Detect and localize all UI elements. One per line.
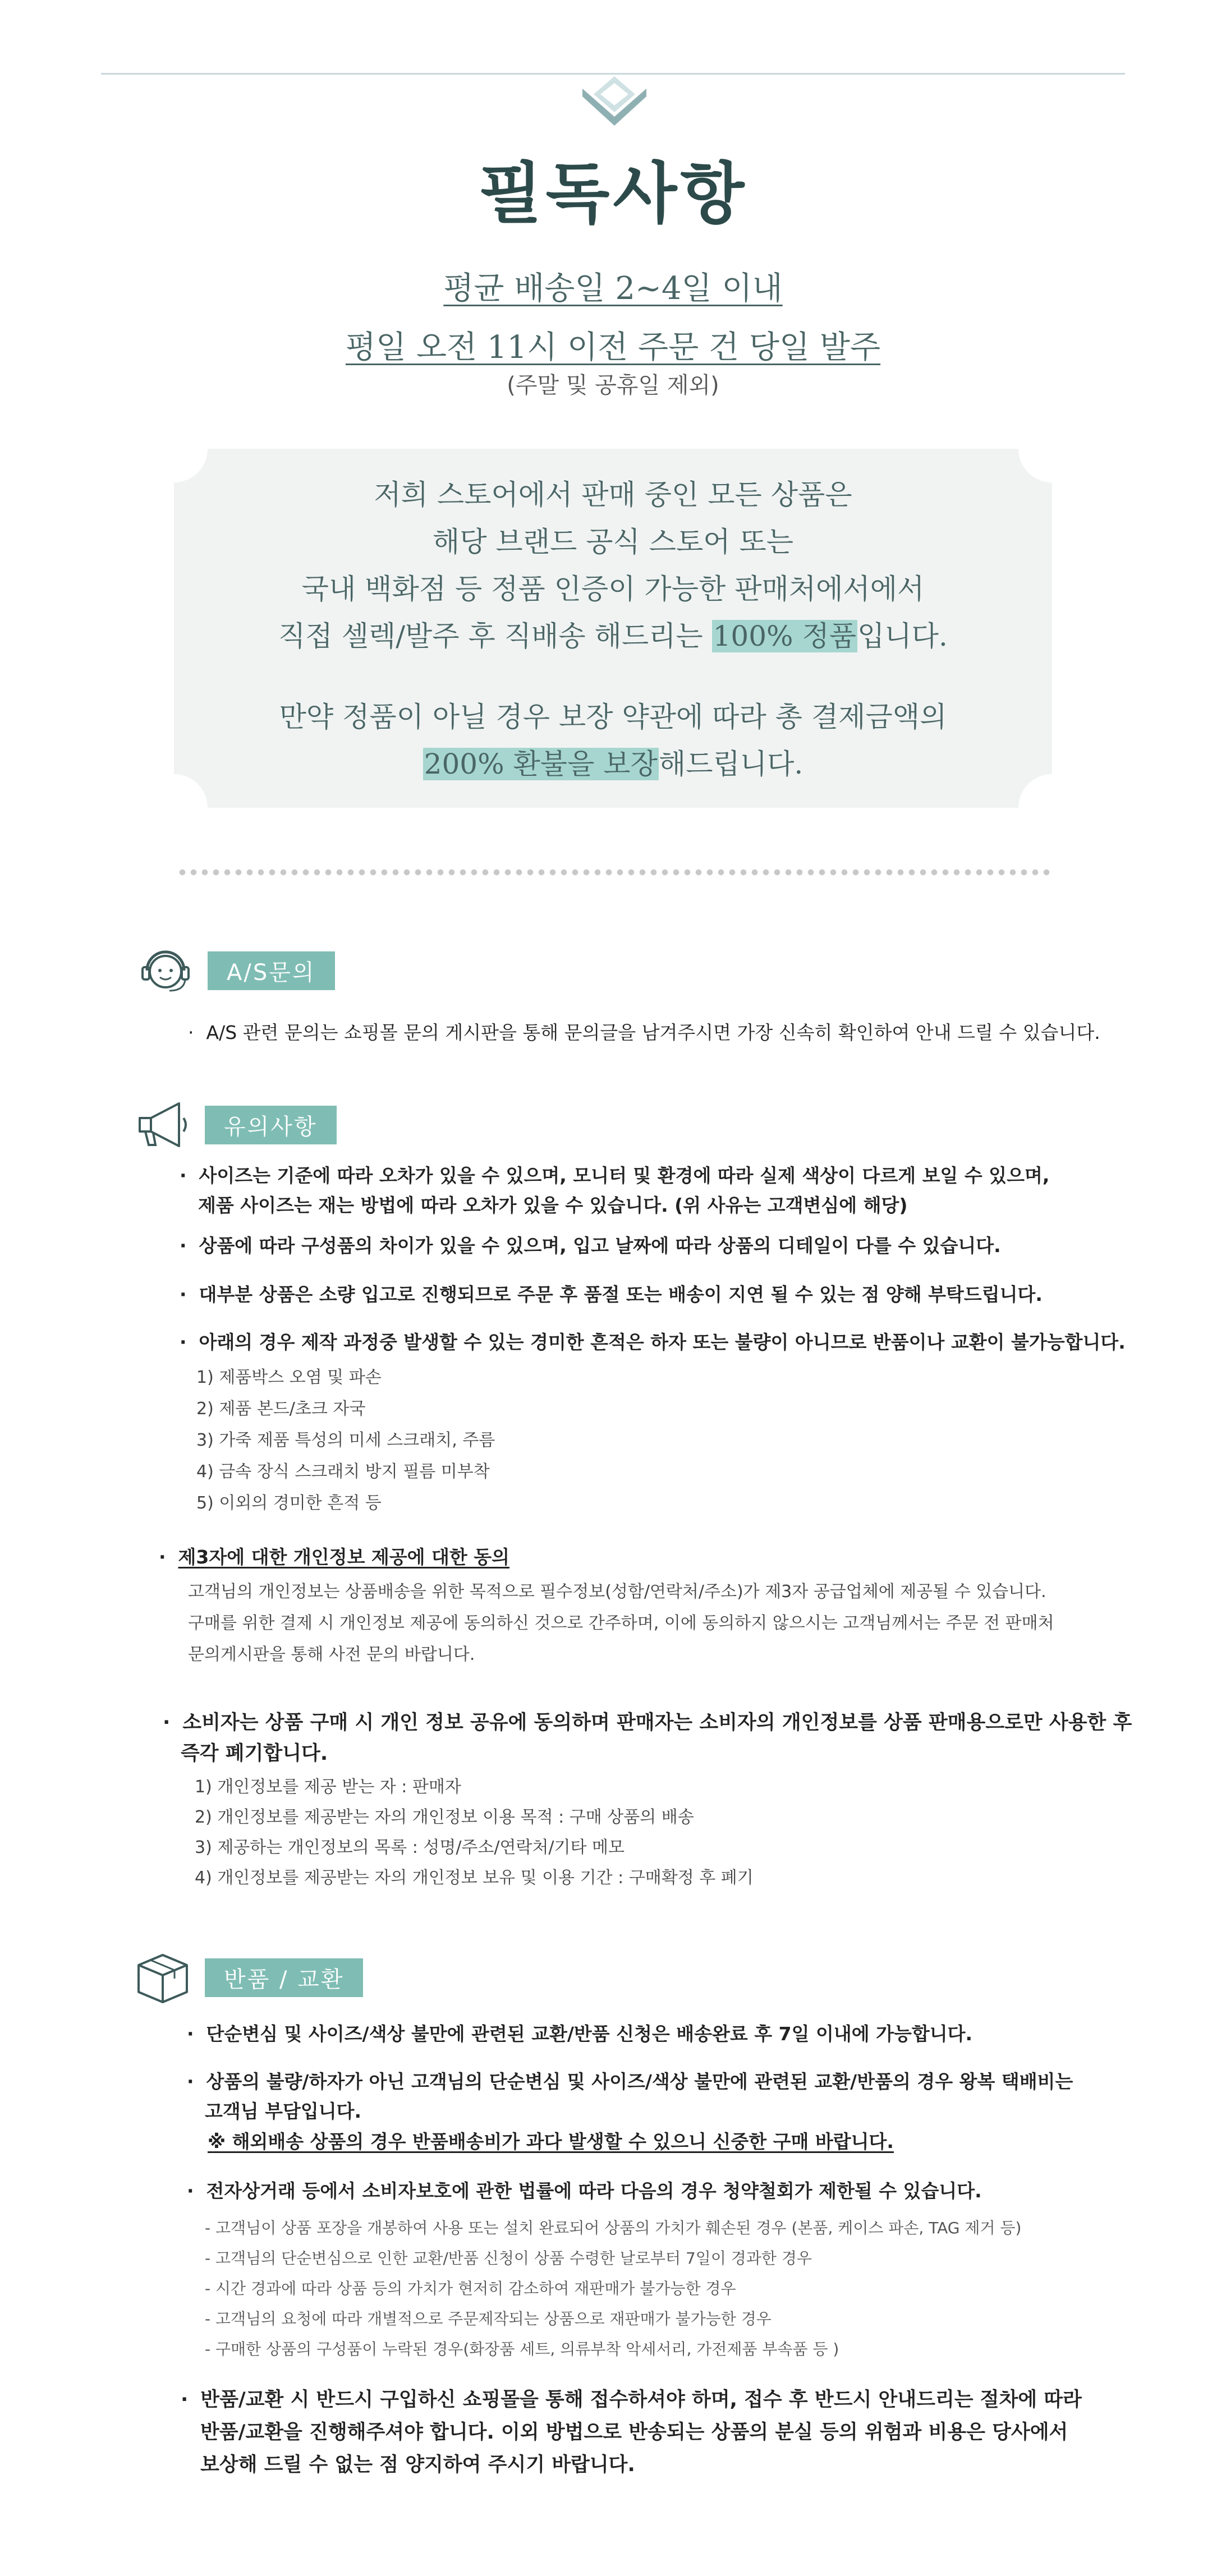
notice-line-4: 직접 셀렉/발주 후 직배송 해드리는 100% 정품입니다. [278, 620, 948, 652]
refund-highlight: 200% 환불을 보장 [424, 748, 658, 780]
caution-item-3: · 대부분 상품은 소량 입고로 진행되므로 주문 후 품절 또는 배송이 지연 될 수 있는 점 양해 부탁드립니다. [180, 1284, 1043, 1305]
notice-line-2: 해당 브랜드 공식 스토어 또는 [432, 526, 794, 558]
shipping-days: 평균 배송일 2~4일 이내 [443, 270, 783, 307]
headset-icon [135, 942, 196, 999]
caution-subitem: 1) 제품박스 오염 및 파손 [196, 1368, 382, 1387]
privacy-sharing-item-cont: 즉각 폐기합니다. [181, 1742, 328, 1765]
caution-subitem: 5) 이외의 경미한 흔적 등 [196, 1493, 382, 1513]
returns-section-header [132, 1949, 363, 2005]
returns-item-2-cont: 고객님 부담입니다. [205, 2100, 362, 2122]
privacy-subitem: 3) 제공하는 개인정보의 목록 : 성명/주소/연락처/기타 메모 [195, 1838, 625, 1857]
notice-line-5: 만약 정품이 아닐 경우 보장 약관에 따라 총 결제금액의 [279, 701, 947, 733]
withdrawal-limit-item: - 시간 경과에 따라 상품 등의 가치가 현저히 감소하여 재판매가 불가능한 경우 [205, 2279, 736, 2298]
third-party-consent-text: 고객님의 개인정보는 상품배송을 위한 목적으로 필수정보(성함/연락처/주소)가 제3자 공급업체에 제공될 수 있습니다. [188, 1582, 1046, 1602]
box-icon [132, 1949, 194, 2005]
caution-subitem: 3) 가죽 제품 특성의 미세 스크래치, 주름 [196, 1430, 495, 1450]
notice-line-6: 200% 환불을 보장해드립니다. [424, 748, 803, 780]
caution-subitem: 4) 금속 장식 스크래치 방지 필름 미부착 [196, 1462, 490, 1482]
returns-badge: 반품 / 교환 [205, 1958, 363, 1997]
third-party-consent-text: 구매를 위한 결제 시 개인정보 제공에 동의하신 것으로 간주하며, 이에 동의하지 않으시는 고객님께서는 주문 전 판매처 [188, 1613, 1054, 1633]
withdrawal-limit-item: - 고객님이 상품 포장을 개봉하여 사용 또는 설치 완료되어 상품의 가치가 훼손된 경우 (본품, 케이스 파손, TAG 제거 등) [205, 2219, 1022, 2237]
caution-badge: 유의사항 [205, 1106, 337, 1144]
privacy-subitem: 1) 개인정보를 제공 받는 자 : 판매자 [195, 1777, 461, 1797]
notice-line-1: 저희 스토어에서 판매 중인 모든 상품은 [374, 479, 852, 511]
returns-item-4: · 반품/교환 시 반드시 구입하신 쇼핑몰을 통해 접수하셔야 하며, 접수 후 반드시 안내드리는 절차에 따라 [181, 2389, 1082, 2411]
caution-item-1: · 사이즈는 기준에 따라 오차가 있을 수 있으며, 모니터 및 환경에 따라 실제 색상이 다르게 보일 수 있으며, [180, 1165, 1050, 1186]
caution-subitem: 2) 제품 본드/초크 자국 [196, 1399, 366, 1419]
genuine-highlight: 100% 정품 [713, 620, 857, 652]
notice-line-3: 국내 백화점 등 정품 인증이 가능한 판매처에서에서 [301, 573, 925, 605]
caution-item-1-cont: 제품 사이즈는 재는 방법에 따라 오차가 있을 수 있습니다. (위 사유는 고객변심에 해당) [198, 1194, 908, 1216]
authenticity-notice-box [174, 449, 1052, 808]
overseas-shipping-warning: ※ 해외배송 상품의 경우 반품배송비가 과다 발생할 수 있으니 신중한 구매 바랍니다. [208, 2131, 894, 2152]
returns-item-3: · 전자상거래 등에서 소비자보호에 관한 법률에 따라 다음의 경우 청약철회가 제한될 수 있습니다. [187, 2180, 982, 2202]
returns-item-4-cont: 반품/교환을 진행해주셔야 합니다. 이외 방법으로 반송되는 상품의 분실 등의 위험과 비용은 당사에서 [200, 2421, 1068, 2444]
withdrawal-limit-item: - 고객님의 요청에 따라 개별적으로 주문제작되는 상품으로 재판매가 불가능한 경우 [205, 2310, 772, 2328]
withdrawal-limit-item: - 고객님의 단순변심으로 인한 교환/반품 신청이 상품 수령한 날로부터 7일이 경과한 경우 [205, 2249, 812, 2267]
caution-section-header [132, 1097, 337, 1153]
privacy-subitem: 4) 개인정보를 제공받는 자의 개인정보 보유 및 이용 기간 : 구매확정 후 폐기 [195, 1868, 754, 1888]
caution-item-4: · 아래의 경우 제작 과정중 발생할 수 있는 경미한 흔적은 하자 또는 불량이 아니므로 반품이나 교환이 불가능합니다. [180, 1331, 1126, 1353]
megaphone-icon [132, 1097, 194, 1153]
as-badge: A/S문의 [208, 951, 335, 990]
returns-item-4-cont: 보상해 드릴 수 없는 점 양지하여 주시기 바랍니다. [200, 2454, 635, 2476]
page-title: 필독사항 [478, 154, 748, 232]
returns-item-1: · 단순변심 및 사이즈/색상 불만에 관련된 교환/반품 신청은 배송완료 후 7일 이내에 가능합니다. [187, 2023, 973, 2045]
as-text: · A/S 관련 문의는 쇼핑몰 문의 게시판을 통해 문의글을 남겨주시면 가장 신속히 확인하여 안내 드릴 수 있습니다. [188, 1022, 1100, 1043]
same-day-dispatch: 평일 오전 11시 이전 주문 건 당일 발주 [345, 329, 881, 366]
shipping-exception: (주말 및 공휴일 제외) [507, 372, 719, 398]
returns-item-2: · 상품의 불량/하자가 아닌 고객님의 단순변심 및 사이즈/색상 불만에 관련된 교환/반품의 경우 왕복 택배비는 [187, 2071, 1073, 2092]
withdrawal-limit-item: - 구매한 상품의 구성품이 누락된 경우(화장품 세트, 의류부착 악세서리, 가전제품 부속품 등 ) [205, 2340, 839, 2358]
dotted-divider [177, 868, 1052, 876]
privacy-sharing-item: · 소비자는 상품 구매 시 개인 정보 공유에 동의하며 판매자는 소비자의 개인정보를 상품 판매용으로만 사용한 후 [163, 1712, 1132, 1734]
caution-item-2: · 상품에 따라 구성품의 차이가 있을 수 있으며, 입고 날짜에 따라 상품의 디테일이 다를 수 있습니다. [180, 1235, 1001, 1257]
privacy-subitem: 2) 개인정보를 제공받는 자의 개인정보 이용 목적 : 구매 상품의 배송 [195, 1807, 694, 1827]
third-party-consent-heading: · 제3자에 대한 개인정보 제공에 대한 동의 [159, 1546, 509, 1568]
third-party-consent-text: 문의게시판을 통해 사전 문의 바랍니다. [188, 1645, 475, 1664]
as-section-header [135, 942, 335, 999]
diamond-ornament-icon [572, 72, 656, 128]
